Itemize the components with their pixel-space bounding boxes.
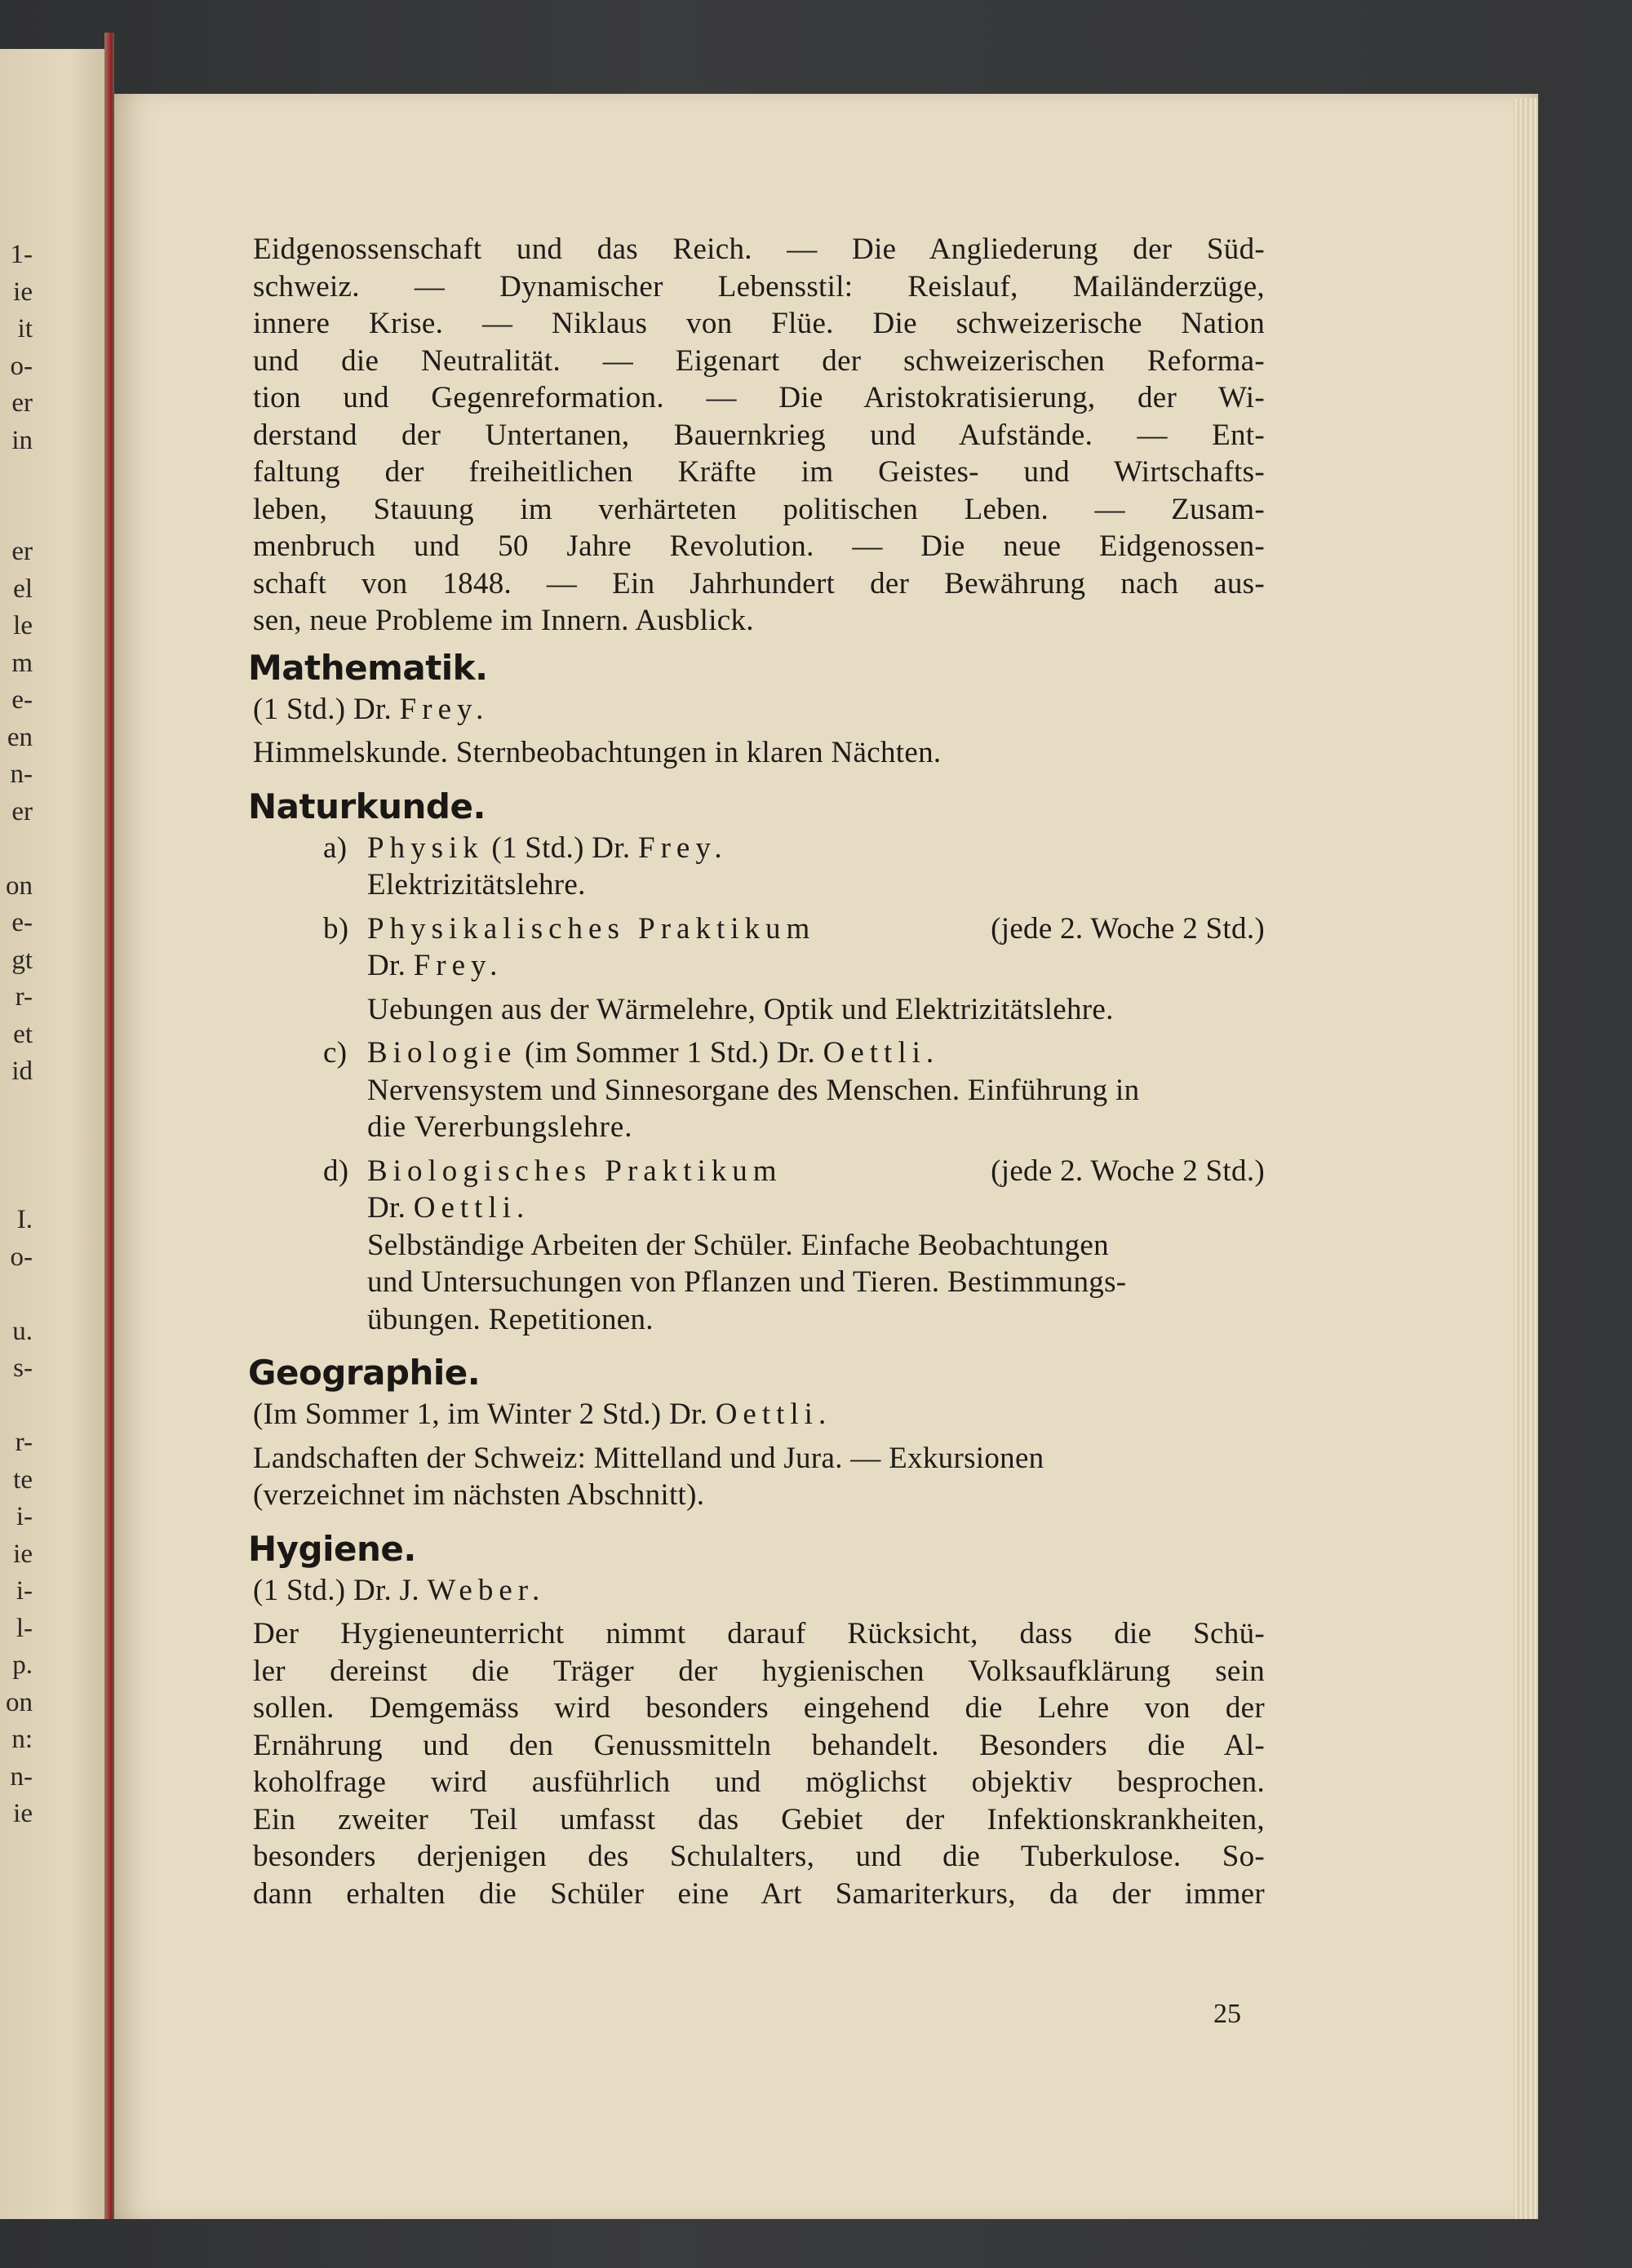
item-description: Selbständige Arbeiten der Schüler. Einfache Beobachtungen [367,1228,1109,1262]
left-page-fragment: s- [13,1353,33,1383]
item-letter: a) [323,831,348,865]
naturkunde-item-c [253,1034,1265,1146]
item-hours: (jede 2. Woche 2 Std.) [991,1154,1265,1188]
left-page-fragment: 1- [10,240,33,269]
left-page-fragment [0,459,33,497]
mathematik-teacher: Frey. [399,692,490,726]
naturkunde-item-a [253,830,1265,904]
left-page-fragment: ie [13,1799,33,1828]
left-page-fragment [0,1388,33,1425]
hygiene-hours: (1 Std.) Dr. J. Weber. [253,1573,546,1607]
hygiene-line: sollen. Demgemäss wird besonders eingehend die Lehre von der [253,1691,1265,1725]
left-page-fragment: I. [16,1205,33,1234]
page-number: 25 [1213,1999,1241,2029]
left-page-fragment: o- [10,351,33,381]
left-page-fragment [0,1276,33,1313]
left-page-fragment: ie [13,1539,33,1569]
left-page-fragment: in [11,425,33,455]
geographie-line: (verzeichnet im nächsten Abschnitt). [253,1478,705,1512]
left-page-fragment [0,1091,33,1128]
mathematik-hours: (1 Std.) Dr. Frey. [253,692,490,726]
intro-line: leben, Stauung im verhärteten politischen Leben. — Zusam- [253,492,1265,526]
geographie-hours: (Im Sommer 1, im Winter 2 Std.) Dr. Oettli. [253,1398,832,1431]
hygiene-line: besonders derjenigen des Schulalters, und die Tuberkulose. So- [253,1840,1265,1873]
heading-geographie: Geographie. [248,1353,481,1393]
item-letter: c) [323,1036,348,1070]
item-description: Nervensystem und Sinnesorgane des Menschen. Einführung in [367,1073,1140,1107]
left-page-fragment: on [6,1687,33,1717]
geographie-line: Landschaften der Schweiz: Mittelland und Jura. — Exkursionen [253,1441,1044,1475]
item-subject: Biologisches Praktikum [367,1154,783,1188]
item-hours: (1 Std.) Dr. [491,831,631,865]
book-gutter [104,33,114,2219]
intro-line: tion und Gegenreformation. — Die Aristokratisierung, der Wi- [253,381,1265,414]
intro-line: und die Neutralität. — Eigenart der schweizerischen Reforma- [253,343,1265,378]
left-page-fragment: el [13,574,33,604]
left-page-fragment: n- [10,1761,33,1792]
intro-line: sen, neue Probleme im Innern. Ausblick. [253,604,754,637]
left-page-fragment: te [13,1464,33,1495]
item-teacher: Oettli. [823,1036,940,1070]
mathematik-description: Himmelskunde. Sternbeobachtungen in klaren Nächten. [253,736,942,769]
intro-line: menbruch und 50 Jahre Revolution. — Die neue Eidgenossen- [253,529,1265,563]
item-teacher-prefix: Dr. [367,949,406,982]
hygiene-line: dann erhalten die Schüler eine Art Samariterkurs, da der immer [253,1876,1265,1911]
left-page-fragment: ie [13,277,33,307]
intro-paragraph [253,231,1265,640]
item-description: Uebungen aus der Wärmelehre, Optik und Elektrizitätslehre. [367,992,1114,1026]
item-subject: Physikalisches Praktikum [367,911,816,946]
item-subject: Physik [367,831,484,865]
item-hours: (im Sommer 1 Std.) Dr. [525,1036,816,1070]
left-page-fragment: id [11,1056,33,1086]
left-page-fragment [0,1165,33,1203]
heading-mathematik: Mathematik. [248,647,488,688]
hygiene-line: ler dereinst die Träger der hygienischen Volksaufklärung sein [253,1654,1265,1688]
item-teacher-prefix: Dr. [367,1191,406,1225]
left-page-fragment: en [7,722,33,752]
item-hours: (jede 2. Woche 2 Std.) [991,911,1265,946]
hygiene-line: Ernährung und den Genussmitteln behandelt. Besonders die Al- [253,1728,1265,1762]
left-page-fragment: er [11,537,33,566]
left-page-fragment [0,1127,33,1165]
left-page-fragment: i- [16,1576,33,1606]
item-teacher: Frey. [413,949,503,982]
item-teacher: Frey. [638,831,728,865]
page-edge-stack [1514,98,1537,2219]
item-description: übungen. Repetitionen. [367,1302,654,1336]
left-page-fragment: er [11,796,33,826]
hygiene-line: koholfrage wird ausführlich und möglichst objektiv besprochen. [253,1765,1265,1799]
left-page-fragment [0,831,33,868]
item-letter: d) [323,1154,349,1188]
left-page-fragment: n- [10,760,33,789]
left-page-fragment: gt [11,945,33,975]
left-page-fragment: it [17,314,33,343]
left-page-fragment: i- [16,1502,33,1531]
item-description: die Vererbungslehre. [367,1110,633,1144]
left-page-fragment: le [13,611,33,640]
page-content [248,231,1265,1912]
left-page-fragment: u. [12,1316,33,1346]
geographie-teacher: Oettli. [715,1398,832,1431]
naturkunde-item-b [253,910,1265,1029]
left-page-fragment: n: [11,1725,33,1754]
left-page-fragment: et [13,1019,33,1049]
left-page-fragment: p. [12,1650,33,1680]
left-page-fragment: l- [16,1613,33,1643]
left-page-fragments [0,237,33,1833]
item-letter: b) [323,911,349,946]
left-page-fragment: e- [11,908,33,937]
left-page-fragment: r- [15,1428,33,1457]
left-page-fragment: er [11,388,33,418]
left-page-fragment: e- [11,685,33,715]
intro-line: faltung der freiheitlichen Kräfte im Geistes- und Wirtschafts- [253,455,1265,489]
intro-line: schaft von 1848. — Ein Jahrhundert der Bewährung nach aus- [253,566,1265,600]
left-page-edge [0,49,114,2219]
left-page-fragment: m [11,648,33,678]
left-page-fragment: o- [10,1242,33,1272]
intro-line: derstand der Untertanen, Bauernkrieg und Aufstände. — Ent- [253,418,1265,452]
hygiene-teacher: Weber. [427,1573,546,1607]
item-teacher: Oettli. [413,1191,530,1225]
intro-line: Eidgenossenschaft und das Reich. — Die Angliederung der Süd- [253,233,1265,266]
item-description: Elektrizitätslehre. [367,868,586,901]
naturkunde-item-d [253,1153,1265,1339]
heading-hygiene: Hygiene. [248,1528,416,1569]
item-description: und Untersuchungen von Pflanzen und Tieren. Bestimmungs- [367,1265,1127,1299]
hygiene-line: Ein zweiter Teil umfasst das Gebiet der Infektionskrankheiten, [253,1802,1265,1836]
intro-line: schweiz. — Dynamischer Lebensstil: Reislauf, Mailänderzüge, [253,269,1265,303]
left-page-fragment: r- [15,982,33,1012]
heading-naturkunde: Naturkunde. [248,786,486,826]
intro-line: innere Krise. — Niklaus von Flüe. Die schweizerische Nation [253,307,1265,340]
hygiene-paragraph [253,1615,1265,1912]
left-page-fragment [0,497,33,534]
left-page-fragment: on [6,870,33,901]
item-subject: Biologie [367,1036,517,1070]
hygiene-line: Der Hygieneunterricht nimmt darauf Rücksicht, dass die Schü- [253,1617,1265,1650]
